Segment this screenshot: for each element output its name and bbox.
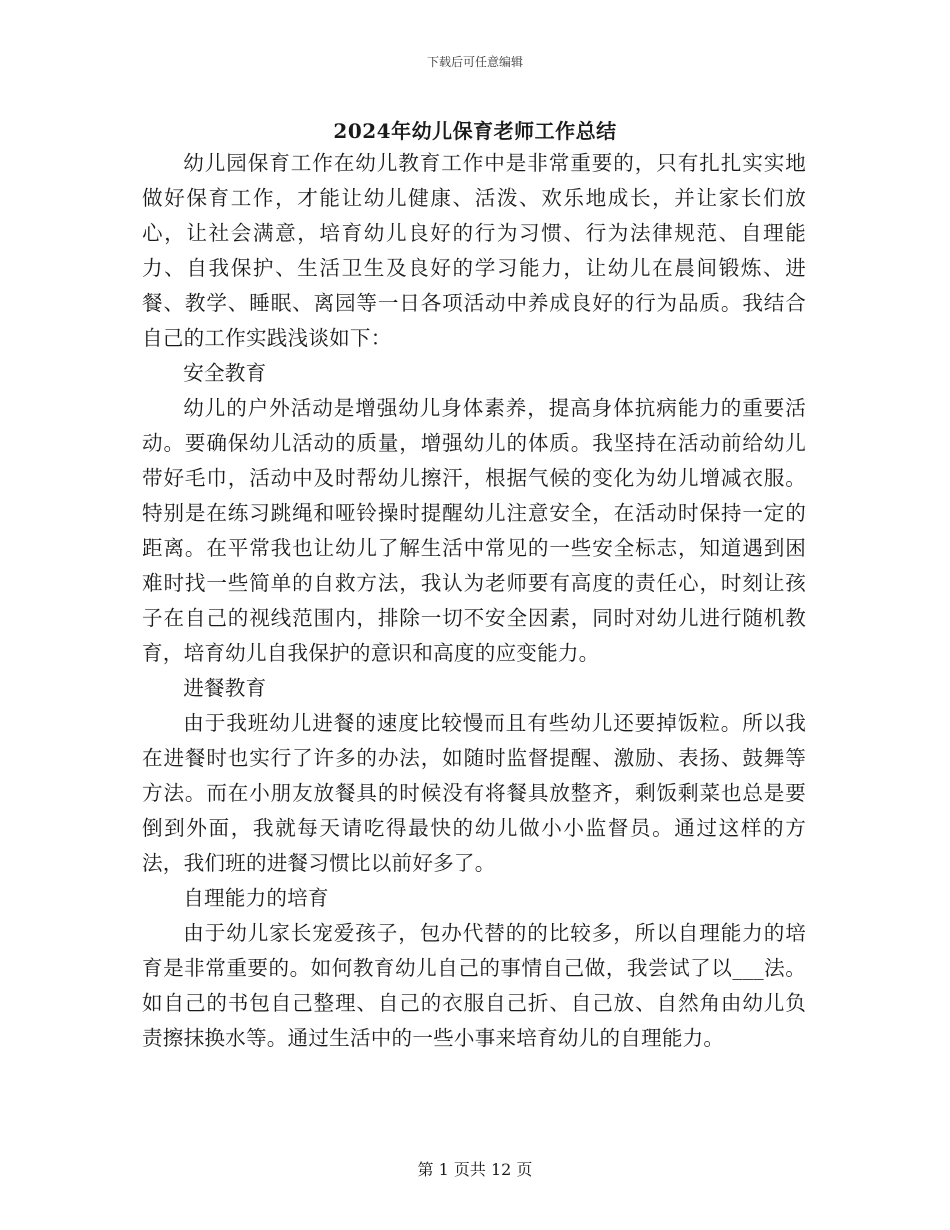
paragraph-intro: 幼儿园保育工作在幼儿教育工作中是非常重要的，只有扎扎实实地做好保育工作，才能让幼儿健康、活泼、欢乐地成长，并让家长们放心，让社会满意，培育幼儿良好的行为习惯、行为法律规范、自理能力、自我保护、生活卫生及良好的学习能力，让幼儿在晨间锻炼、进餐、教学、睡眠、离园等一日各项活动中养成良好的行为品质。我结合自己的工作实践浅谈如下： [142,151,806,350]
document-body [142,146,806,1056]
header-note: 下载后可任意编辑 [426,55,523,69]
paragraph-safety: 幼儿的户外活动是增强幼儿身体素养，提高身体抗病能力的重要活动。要确保幼儿活动的质量，增强幼儿的体质。我坚持在活动前给幼儿带好毛巾，活动中及时帮幼儿擦汗，根据气候的变化为幼儿增减衣服。特别是在练习跳绳和哑铃操时提醒幼儿注意安全，在活动时保持一定的距离。在平常我也让幼儿了解生活中常见的一些安全标志，知道遇到困难时找一些简单的自救方法，我认为老师要有高度的责任心，时刻让孩子在自己的视线范围内，排除一切不安全因素，同时对幼儿进行随机教育，培育幼儿自我保护的意识和高度的应变能力。 [142,396,806,665]
page-footer: 第 1 页共 12 页 [417,1160,533,1179]
section-heading-safety: 安全教育 [183,361,267,385]
paragraph-self-care: 由于幼儿家长宠爱孩子，包办代替的的比较多，所以自理能力的培育是非常重要的。如何教育幼儿自己的事情自己做，我尝试了以___法。如自己的书包自己整理、自己的衣服自己折、自己放、自然角由幼儿负责擦抹换水等。通过生活中的一些小事来培育幼儿的自理能力。 [142,921,806,1050]
section-heading-dining: 进餐教育 [183,676,267,700]
document-title: 2024年幼儿保育老师工作总结 [333,119,617,143]
paragraph-dining: 由于我班幼儿进餐的速度比较慢而且有些幼儿还要掉饭粒。所以我在进餐时也实行了许多的办法，如随时监督提醒、激励、表扬、鼓舞等方法。而在小朋友放餐具的时候没有将餐具放整齐，剩饭剩菜也总是要倒到外面，我就每天请吃得最快的幼儿做小小监督员。通过这样的方法，我们班的进餐习惯比以前好多了。 [142,711,806,875]
section-heading-self-care: 自理能力的培育 [183,886,329,910]
